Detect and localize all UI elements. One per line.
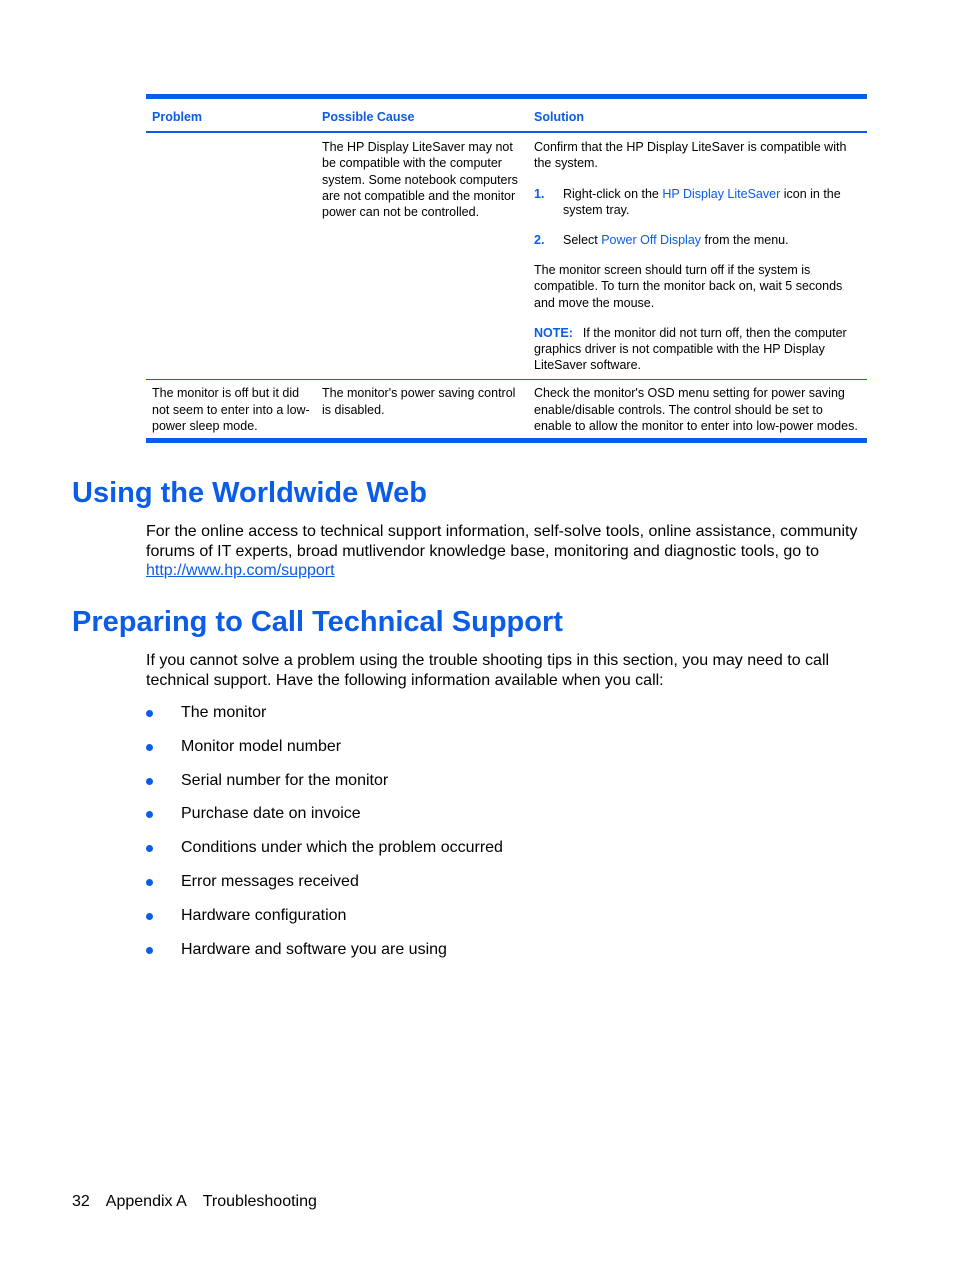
step-text-post: from the menu. [701, 233, 789, 248]
step-number: 1. [534, 186, 545, 201]
list-item-text: Serial number for the monitor [181, 771, 389, 789]
header-possible-cause: Possible Cause [316, 97, 528, 133]
list-item-text: Monitor model number [181, 737, 342, 755]
page-number: 32 [72, 1193, 90, 1210]
bullet-icon [146, 947, 153, 954]
step-text [563, 186, 863, 218]
solution-cell [528, 132, 867, 380]
list-item-text: The monitor [181, 704, 267, 721]
bullet-icon [146, 845, 153, 852]
hp-display-litesaver-link[interactable]: HP Display LiteSaver [662, 186, 781, 201]
solution-intro: Confirm that the HP Display LiteSaver is compatible with the system. [534, 140, 847, 171]
list-item [146, 940, 503, 974]
step-text-post: icon in the system tray. [563, 186, 841, 217]
bullet-icon [146, 778, 153, 785]
footer-chapter: Troubleshooting [202, 1193, 317, 1210]
list-item [146, 804, 503, 838]
list-item [146, 703, 503, 737]
page-footer [72, 1192, 333, 1212]
list-item-text: Purchase date on invoice [181, 805, 361, 823]
list-item [146, 906, 503, 940]
list-item-text: Hardware and software you are using [181, 940, 447, 958]
section-heading-worldwide-web: Using the Worldwide Web [72, 477, 427, 509]
list-item [146, 838, 503, 872]
bullet-icon [146, 879, 153, 886]
table-row [146, 132, 867, 380]
solution-step-1 [534, 186, 863, 218]
section-heading-technical-support: Preparing to Call Technical Support [72, 606, 563, 638]
step-text-pre: Right-click on the [563, 186, 663, 201]
problem-cell [146, 132, 316, 380]
list-item [146, 771, 503, 805]
solution-step-2 [534, 232, 863, 248]
step-number: 2. [534, 233, 545, 248]
bullet-icon [146, 744, 153, 751]
information-list [146, 703, 503, 973]
header-problem: Problem [146, 97, 316, 133]
list-item [146, 737, 503, 771]
power-off-display-link[interactable]: Power Off Display [601, 233, 702, 248]
hp-support-link[interactable]: http://www.hp.com/support [146, 562, 335, 579]
list-item-text: Hardware configuration [181, 906, 347, 924]
list-item [146, 872, 503, 906]
header-solution: Solution [528, 97, 867, 133]
cause-cell: The monitor's power saving control is disabled. [316, 380, 528, 441]
problem-cell: The monitor is off but it did not seem to enter into a low-power sleep mode. [146, 380, 316, 441]
bullet-icon [146, 913, 153, 920]
cause-cell: The HP Display LiteSaver may not be compatible with the computer system. Some notebook computers are not compatible and the monitor power can not be controlled. [322, 140, 518, 220]
table-row [146, 380, 867, 441]
step-text [563, 232, 863, 248]
bullet-icon [146, 811, 153, 818]
footer-appendix: Appendix A [105, 1193, 187, 1210]
list-item-text: Conditions under which the problem occurred [181, 839, 503, 857]
step-text-pre: Select [563, 233, 602, 248]
troubleshooting-table [146, 94, 867, 443]
note-label: NOTE: [534, 325, 573, 340]
bullet-icon [146, 710, 153, 717]
table-header-row [146, 97, 867, 133]
note-text: If the monitor did not turn off, then the computer graphics driver is not compatible with the HP Display LiteSaver software. [534, 325, 847, 373]
solution-result: The monitor screen should turn off if the system is compatible. To turn the monitor back on, wait 5 seconds and move the mouse. [534, 263, 843, 310]
list-item-text: Error messages received [181, 872, 359, 890]
worldwide-web-paragraph [146, 522, 874, 581]
worldwide-web-text: For the online access to technical support information, self-solve tools, online assistance, community forums of IT experts, broad mutlivendor knowledge base, monitoring and diagnostic tools, go to [146, 523, 858, 560]
technical-support-paragraph: If you cannot solve a problem using the trouble shooting tips in this section, you may need to call technical support. Have the following information available when you call: [146, 652, 830, 689]
solution-cell: Check the monitor's OSD menu setting for power saving enable/disable controls. The control should be set to enable to allow the monitor to enter into low-power modes. [528, 380, 867, 441]
solution-note [534, 325, 863, 374]
